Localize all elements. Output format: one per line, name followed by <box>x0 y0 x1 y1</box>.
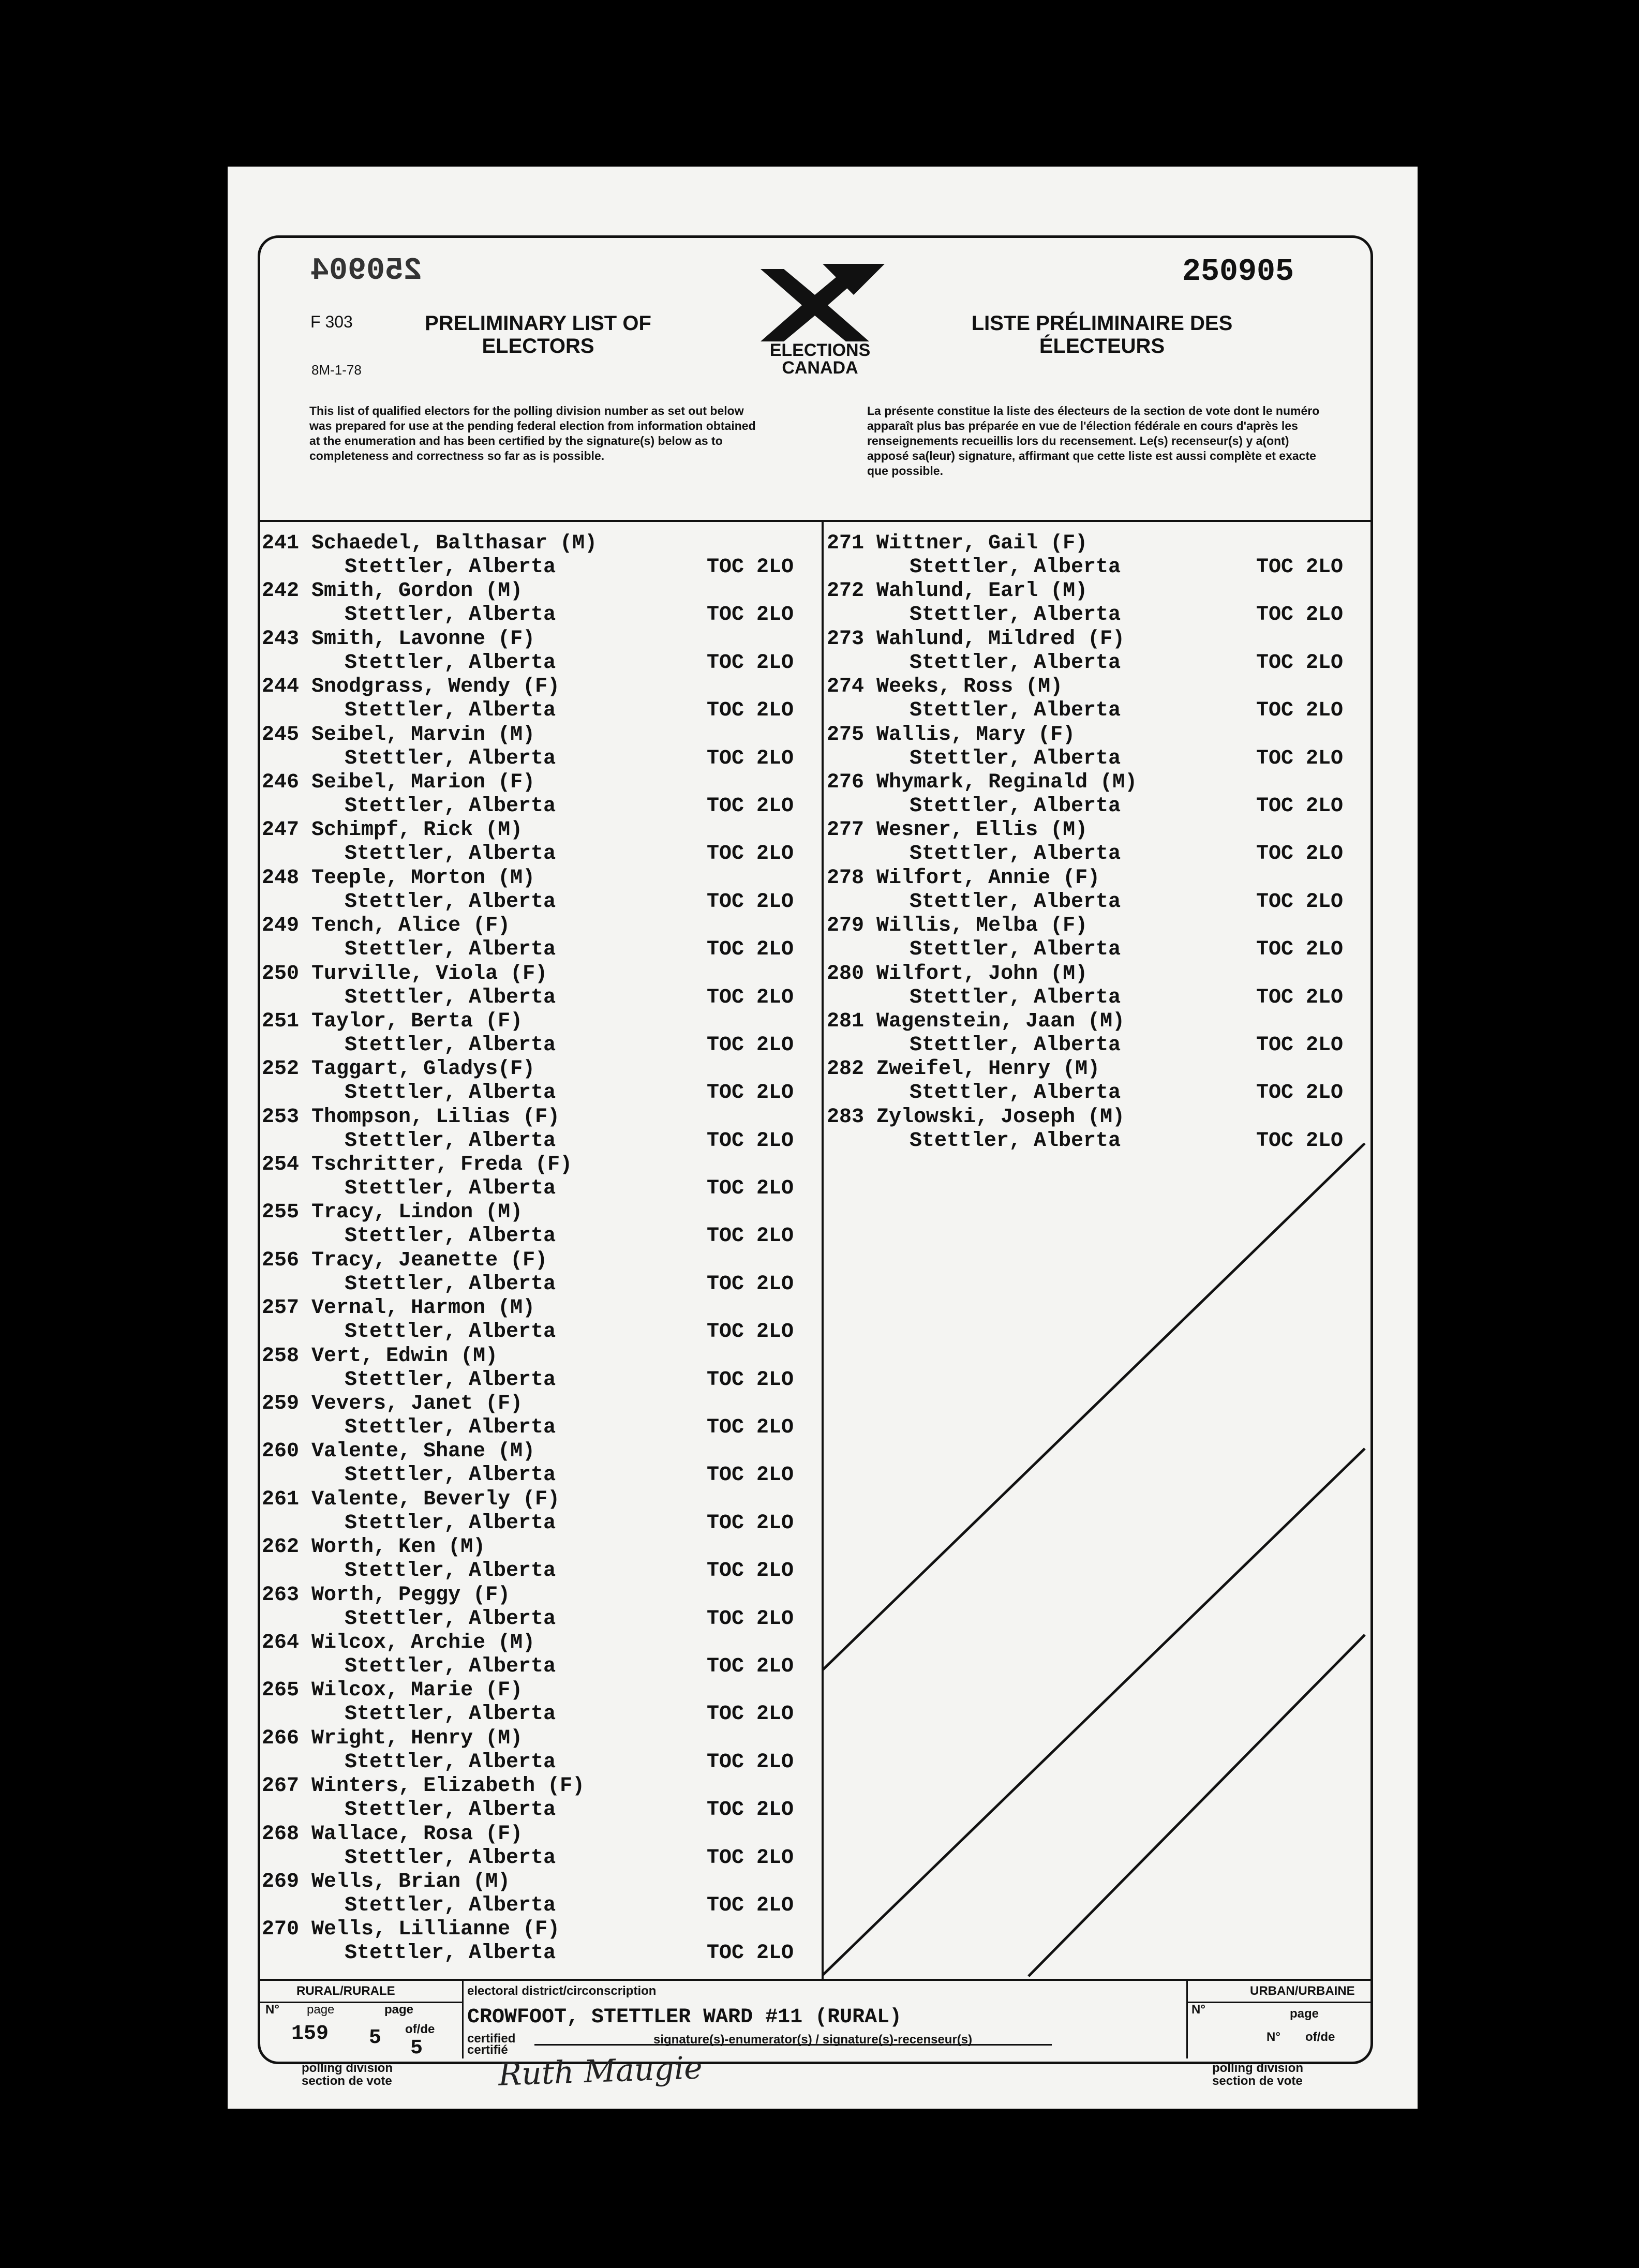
elector-name-line <box>262 1727 523 1751</box>
elector-entry <box>262 1345 821 1392</box>
elector-name-line <box>262 1201 523 1225</box>
elector-number: 247 <box>262 818 300 842</box>
rural-page-label-a: page <box>307 2003 335 2017</box>
mirrored-number: 250904 <box>310 253 423 289</box>
elector-name-line <box>262 867 535 890</box>
elector-name: Vernal, Harmon (M) <box>311 1296 535 1320</box>
elector-number: 266 <box>262 1726 300 1750</box>
elector-name-line <box>262 1870 510 1894</box>
elector-name: Snodgrass, Wendy (F) <box>311 675 560 699</box>
elector-name: Valente, Beverly (F) <box>311 1487 560 1511</box>
elector-number: 245 <box>262 723 300 747</box>
elector-entry <box>827 532 1370 579</box>
elector-number: 270 <box>262 1918 300 1942</box>
elector-postal-code: TOC 2LO <box>707 1798 794 1822</box>
urban-no-label-2: N° <box>1267 2030 1280 2044</box>
elector-entry <box>827 771 1370 818</box>
elector-name: Wright, Henry (M) <box>311 1726 523 1750</box>
elector-entry <box>262 818 821 866</box>
elector-address: Stettler, Alberta <box>910 1129 1121 1153</box>
elector-name: Vevers, Janet (F) <box>311 1392 523 1416</box>
elector-name-line <box>827 771 1137 795</box>
certified-label-en: certified <box>467 2032 516 2046</box>
elector-number: 283 <box>827 1105 865 1129</box>
elector-name-line <box>262 1345 498 1368</box>
elector-number: 242 <box>262 579 300 603</box>
elector-entry <box>262 723 821 771</box>
elector-name: Wilcox, Marie (F) <box>311 1679 523 1703</box>
elector-name: Winters, Elizabeth (F) <box>311 1774 585 1798</box>
elector-address: Stettler, Alberta <box>910 747 1121 770</box>
urban-header <box>1188 1981 1370 2003</box>
elector-address: Stettler, Alberta <box>910 842 1121 866</box>
polling-division-label-fr: section de vote <box>302 2074 392 2088</box>
elector-number: 263 <box>262 1583 300 1607</box>
urban-of-label: of/de <box>1305 2030 1335 2044</box>
elector-name-line <box>262 675 560 699</box>
rural-no-label: N° <box>265 2003 279 2017</box>
elector-name: Smith, Lavonne (F) <box>311 627 535 651</box>
elector-name-line <box>262 579 523 603</box>
elector-name: Willis, Melba (F) <box>876 914 1088 938</box>
elector-entry <box>262 1631 821 1679</box>
elector-name: Zylowski, Joseph (M) <box>876 1105 1125 1129</box>
elector-address: Stettler, Alberta <box>345 890 556 914</box>
elector-postal-code: TOC 2LO <box>707 1081 794 1105</box>
elector-number: 279 <box>827 914 865 938</box>
elector-address: Stettler, Alberta <box>345 1846 556 1870</box>
elector-name: Weeks, Ross (M) <box>876 675 1063 699</box>
elector-postal-code: TOC 2LO <box>707 747 794 770</box>
elector-number: 271 <box>827 532 865 555</box>
title-french: LISTE PRÉLIMINAIRE DES ÉLECTEURS <box>971 312 1233 357</box>
elector-number: 277 <box>827 818 865 842</box>
elector-postal-code: TOC 2LO <box>707 1272 794 1296</box>
elector-entry <box>262 532 821 579</box>
urban-polling-label-en: polling division <box>1212 2061 1303 2075</box>
elector-number: 268 <box>262 1822 300 1846</box>
elector-postal-code: TOC 2LO <box>707 603 794 627</box>
elector-number: 273 <box>827 627 865 651</box>
elector-postal-code: TOC 2LO <box>707 556 794 579</box>
elector-name: Seibel, Marvin (M) <box>311 723 535 747</box>
elector-entry <box>262 1201 821 1248</box>
elector-name-line <box>262 1440 535 1464</box>
elector-name: Worth, Peggy (F) <box>311 1583 511 1607</box>
elector-entry <box>262 771 821 818</box>
form-date: 8M-1-78 <box>311 362 362 378</box>
elector-postal-code: TOC 2LO <box>707 1320 794 1344</box>
elector-address: Stettler, Alberta <box>345 1511 556 1535</box>
elector-address: Stettler, Alberta <box>345 1654 556 1678</box>
elector-postal-code: TOC 2LO <box>707 794 794 818</box>
elector-postal-code: TOC 2LO <box>1256 890 1344 914</box>
urban-label: URBAN/URBAINE <box>1250 1984 1355 1998</box>
elector-number: 281 <box>827 1009 865 1033</box>
elector-name-line <box>262 532 597 556</box>
elector-entry <box>827 914 1370 962</box>
elector-address: Stettler, Alberta <box>345 603 556 627</box>
elector-entry <box>262 1440 821 1487</box>
elector-postal-code: TOC 2LO <box>707 1416 794 1440</box>
elector-name-line <box>827 1057 1100 1081</box>
elector-address: Stettler, Alberta <box>345 794 556 818</box>
elector-address: Stettler, Alberta <box>345 986 556 1009</box>
elector-entry <box>827 962 1370 1010</box>
elector-entry <box>262 1392 821 1440</box>
elector-name: Tracy, Jeanette (F) <box>311 1248 548 1272</box>
elector-name: Tench, Alice (F) <box>311 914 511 938</box>
elector-number: 265 <box>262 1679 300 1703</box>
page-total: 5 <box>410 2037 423 2060</box>
elector-name: Wahlund, Mildred (F) <box>876 627 1125 651</box>
elector-name: Whymark, Reginald (M) <box>876 770 1138 794</box>
intro-english: This list of qualified electors for the polling division number as set out below was prepared for use at the pending federal election from information obtained at the enumeration and has been certified by the signature(s) below as to completeness and correctness so far as is possible. <box>309 404 756 462</box>
logo-text-line1: ELECTIONS <box>769 340 871 360</box>
elector-name-line <box>262 1010 523 1034</box>
elector-entry <box>262 1535 821 1583</box>
elector-number: 249 <box>262 914 300 938</box>
elector-address: Stettler, Alberta <box>345 556 556 579</box>
elector-postal-code: TOC 2LO <box>707 699 794 723</box>
elector-number: 258 <box>262 1344 300 1368</box>
elector-name-line <box>262 1249 547 1273</box>
elector-address: Stettler, Alberta <box>910 1033 1121 1057</box>
elector-entry <box>262 1918 821 1965</box>
elector-number: 250 <box>262 962 300 986</box>
elector-address: Stettler, Alberta <box>345 1177 556 1201</box>
elector-name-line <box>827 628 1125 651</box>
elector-address: Stettler, Alberta <box>345 1225 556 1248</box>
elector-postal-code: TOC 2LO <box>707 1846 794 1870</box>
page-number: 5 <box>369 2026 382 2050</box>
elector-address: Stettler, Alberta <box>910 794 1121 818</box>
rural-page-label: page <box>384 2003 414 2017</box>
footer <box>260 1981 1370 2093</box>
elector-entry <box>262 675 821 723</box>
elector-entry <box>262 1584 821 1631</box>
elector-name-line <box>827 867 1100 890</box>
elector-address: Stettler, Alberta <box>345 1703 556 1726</box>
elector-name-line <box>827 579 1087 603</box>
elector-address: Stettler, Alberta <box>345 699 556 723</box>
elector-postal-code: TOC 2LO <box>707 842 794 866</box>
elector-name: Taylor, Berta (F) <box>311 1009 523 1033</box>
elector-address: Stettler, Alberta <box>345 938 556 962</box>
elector-postal-code: TOC 2LO <box>707 1464 794 1487</box>
elector-name: Smith, Gordon (M) <box>311 579 523 603</box>
elector-name-line <box>262 914 510 938</box>
elector-entry <box>262 1679 821 1726</box>
elector-postal-code: TOC 2LO <box>1256 986 1344 1009</box>
elector-postal-code: TOC 2LO <box>707 1703 794 1726</box>
elector-entry <box>262 914 821 962</box>
elector-name: Teeple, Morton (M) <box>311 866 535 890</box>
elector-address: Stettler, Alberta <box>910 556 1121 579</box>
logo-mark-icon <box>745 264 885 341</box>
elector-postal-code: TOC 2LO <box>1256 1081 1344 1105</box>
elector-name-line <box>827 723 1075 747</box>
elector-name: Wesner, Ellis (M) <box>876 818 1088 842</box>
elector-number: 259 <box>262 1392 300 1416</box>
elector-address: Stettler, Alberta <box>910 603 1121 627</box>
elector-name-line <box>262 771 535 795</box>
elector-name: Zweifel, Henry (M) <box>876 1057 1100 1081</box>
elector-entry <box>262 579 821 627</box>
elector-postal-code: TOC 2LO <box>707 938 794 962</box>
elector-number: 254 <box>262 1153 300 1177</box>
elector-name-line <box>262 1823 523 1846</box>
elector-address: Stettler, Alberta <box>910 699 1121 723</box>
district-label: electoral district/circonscription <box>467 1984 657 1998</box>
elector-postal-code: TOC 2LO <box>707 1893 794 1917</box>
elector-entry <box>262 1823 821 1870</box>
elector-postal-code: TOC 2LO <box>1256 603 1344 627</box>
elector-name: Wells, Brian (M) <box>311 1870 511 1893</box>
elector-address: Stettler, Alberta <box>345 1033 556 1057</box>
elector-name: Taggart, Gladys(F) <box>311 1057 535 1081</box>
elector-postal-code: TOC 2LO <box>707 1654 794 1678</box>
elector-entry <box>262 1727 821 1774</box>
elector-number: 244 <box>262 675 300 699</box>
elector-entry <box>262 1870 821 1918</box>
elector-name-line <box>827 962 1087 986</box>
elector-postal-code: TOC 2LO <box>707 1225 794 1248</box>
elector-number: 260 <box>262 1440 300 1464</box>
elector-number: 269 <box>262 1870 300 1893</box>
elector-address: Stettler, Alberta <box>345 1607 556 1631</box>
elector-entry <box>262 867 821 914</box>
header-divider <box>260 520 1370 522</box>
elector-entry <box>262 1488 821 1535</box>
elector-name: Wells, Lillianne (F) <box>311 1918 560 1942</box>
elector-address: Stettler, Alberta <box>345 651 556 675</box>
elector-number: 272 <box>827 579 865 603</box>
elector-number: 282 <box>827 1057 865 1081</box>
elector-entry <box>827 1010 1370 1057</box>
elector-postal-code: TOC 2LO <box>707 1033 794 1057</box>
elector-postal-code: TOC 2LO <box>707 651 794 675</box>
elector-address: Stettler, Alberta <box>345 1129 556 1153</box>
intro-french: La présente constitue la liste des électeurs de la section de vote dont le numéro apparaît plus bas préparée en vue de l'élection fédérale en cours d'après les renseignements recueillis lors du recensement. Le(s) recenseur(s) y a(ont) apposé sa(leur) signature, affirmant que cette liste est aussi complète et exacte que possible. <box>867 404 1320 478</box>
elector-number: 257 <box>262 1296 300 1320</box>
elector-number: 255 <box>262 1201 300 1225</box>
elector-name: Wagenstein, Jaan (M) <box>876 1009 1125 1033</box>
elector-postal-code: TOC 2LO <box>707 1750 794 1774</box>
rural-of-label: of/de <box>405 2022 435 2036</box>
elector-name: Wallis, Mary (F) <box>876 723 1076 747</box>
elector-entry <box>262 1153 821 1201</box>
elector-address: Stettler, Alberta <box>910 651 1121 675</box>
elector-address: Stettler, Alberta <box>345 747 556 770</box>
rural-label: RURAL/RURALE <box>296 1984 395 1998</box>
elector-number: 278 <box>827 866 865 890</box>
elections-canada-logo <box>745 264 885 383</box>
elector-entry <box>262 1057 821 1105</box>
elector-number: 276 <box>827 770 865 794</box>
elector-entry <box>262 1774 821 1822</box>
elector-number: 251 <box>262 1009 300 1033</box>
elector-number: 252 <box>262 1057 300 1081</box>
elector-postal-code: TOC 2LO <box>707 1607 794 1631</box>
elector-address: Stettler, Alberta <box>345 1320 556 1344</box>
elector-name-line <box>262 1057 535 1081</box>
elector-entry <box>827 628 1370 675</box>
elector-address: Stettler, Alberta <box>345 1272 556 1296</box>
logo-text-line2: CANADA <box>782 358 858 378</box>
elector-address: Stettler, Alberta <box>345 1368 556 1392</box>
elector-postal-code: TOC 2LO <box>707 986 794 1009</box>
elector-number: 261 <box>262 1487 300 1511</box>
elector-postal-code: TOC 2LO <box>1256 747 1344 770</box>
elector-number: 253 <box>262 1105 300 1129</box>
elector-entry <box>827 675 1370 723</box>
elector-postal-code: TOC 2LO <box>707 1177 794 1201</box>
elector-name-line <box>827 532 1087 556</box>
elector-address: Stettler, Alberta <box>345 842 556 866</box>
elector-number: 275 <box>827 723 865 747</box>
elector-name: Turville, Viola (F) <box>311 962 548 986</box>
form-number: 250905 <box>1182 255 1294 290</box>
elector-name-line <box>262 1296 535 1320</box>
elector-name: Thompson, Lilias (F) <box>311 1105 560 1129</box>
elector-postal-code: TOC 2LO <box>707 1942 794 1965</box>
elector-number: 274 <box>827 675 865 699</box>
elector-entry <box>827 818 1370 866</box>
elector-postal-code: TOC 2LO <box>707 1368 794 1392</box>
elector-entry <box>262 1106 821 1153</box>
elector-number: 246 <box>262 770 300 794</box>
elector-number: 262 <box>262 1535 300 1559</box>
elector-address: Stettler, Alberta <box>910 890 1121 914</box>
elector-entry <box>827 1057 1370 1105</box>
elector-address: Stettler, Alberta <box>910 986 1121 1009</box>
elector-entry <box>262 1296 821 1344</box>
elector-name: Wilfort, Annie (F) <box>876 866 1100 890</box>
elector-name-line <box>827 914 1087 938</box>
elector-name-line <box>262 1535 485 1559</box>
signature-label: signature(s)-enumerator(s) / signature(s)-recenseur(s) <box>653 2033 973 2047</box>
elector-name-line <box>827 818 1087 842</box>
elector-number: 264 <box>262 1631 300 1654</box>
elector-name-line <box>262 818 523 842</box>
elector-number: 241 <box>262 532 300 555</box>
elector-entry <box>827 579 1370 627</box>
elector-name-line <box>827 1010 1125 1034</box>
rural-header <box>260 1981 464 2003</box>
urban-polling-label-fr: section de vote <box>1212 2074 1303 2088</box>
elector-entry <box>827 723 1370 771</box>
polling-division-label-en: polling division <box>302 2061 393 2075</box>
elector-name-line <box>262 1106 560 1129</box>
elector-list-right <box>827 532 1370 1153</box>
elector-name-line <box>262 1679 523 1703</box>
elector-name-line <box>262 1631 535 1655</box>
title-english: PRELIMINARY LIST OF ELECTORS <box>425 312 651 357</box>
elector-address: Stettler, Alberta <box>345 1750 556 1774</box>
elector-name-line <box>262 723 535 747</box>
enumerator-signature: Ruth Maugie <box>497 2050 703 2093</box>
elector-postal-code: TOC 2LO <box>1256 651 1344 675</box>
elector-postal-code: TOC 2LO <box>707 1129 794 1153</box>
cancellation-lines <box>822 1143 1370 1981</box>
elector-postal-code: TOC 2LO <box>1256 1129 1344 1153</box>
elector-name: Tracy, Lindon (M) <box>311 1201 523 1225</box>
elector-name-line <box>262 628 535 651</box>
elector-name-line <box>827 1106 1125 1129</box>
urban-page-label: page <box>1290 2007 1319 2021</box>
elector-address: Stettler, Alberta <box>910 1081 1121 1105</box>
elector-postal-code: TOC 2LO <box>1256 794 1344 818</box>
elector-address: Stettler, Alberta <box>345 1464 556 1487</box>
elector-name-line <box>262 1392 523 1416</box>
elector-name: Schimpf, Rick (M) <box>311 818 523 842</box>
elector-postal-code: TOC 2LO <box>1256 938 1344 962</box>
elector-address: Stettler, Alberta <box>910 938 1121 962</box>
elector-name: Wittner, Gail (F) <box>876 532 1088 555</box>
elector-address: Stettler, Alberta <box>345 1893 556 1917</box>
district-value: CROWFOOT, STETTLER WARD #11 (RURAL) <box>467 2006 902 2029</box>
elector-address: Stettler, Alberta <box>345 1798 556 1822</box>
elector-name: Tschritter, Freda (F) <box>311 1153 573 1177</box>
elector-entry <box>262 1249 821 1296</box>
elector-list-left <box>262 532 821 1966</box>
elector-name: Valente, Shane (M) <box>311 1440 535 1464</box>
elector-postal-code: TOC 2LO <box>1256 842 1344 866</box>
elector-number: 267 <box>262 1774 300 1798</box>
elector-postal-code: TOC 2LO <box>1256 1033 1344 1057</box>
elector-name-line <box>262 962 547 986</box>
elector-name: Wallace, Rosa (F) <box>311 1822 523 1846</box>
elector-entry <box>262 962 821 1010</box>
elector-name: Seibel, Marion (F) <box>311 770 535 794</box>
elector-name: Schaedel, Balthasar (M) <box>311 532 598 555</box>
elector-name-line <box>262 1153 572 1177</box>
elector-address: Stettler, Alberta <box>345 1942 556 1965</box>
elector-entry <box>262 628 821 675</box>
elector-name-line <box>827 675 1063 699</box>
elector-entry <box>262 1010 821 1057</box>
elector-number: 256 <box>262 1248 300 1272</box>
polling-division-number: 159 <box>291 2022 329 2046</box>
elector-number: 248 <box>262 866 300 890</box>
elector-postal-code: TOC 2LO <box>1256 699 1344 723</box>
urban-no-label: N° <box>1191 2003 1205 2017</box>
elector-entry <box>827 867 1370 914</box>
elector-name: Wahlund, Earl (M) <box>876 579 1088 603</box>
elector-address: Stettler, Alberta <box>345 1559 556 1583</box>
certified-label-fr: certifié <box>467 2043 508 2057</box>
elector-postal-code: TOC 2LO <box>1256 556 1344 579</box>
elector-name: Wilfort, John (M) <box>876 962 1088 986</box>
elector-name-line <box>262 1488 560 1512</box>
elector-postal-code: TOC 2LO <box>707 890 794 914</box>
elector-postal-code: TOC 2LO <box>707 1559 794 1583</box>
elector-postal-code: TOC 2LO <box>707 1511 794 1535</box>
form-code: F 303 <box>310 312 353 331</box>
elector-name: Worth, Ken (M) <box>311 1535 486 1559</box>
elector-number: 243 <box>262 627 300 651</box>
elector-name-line <box>262 1584 510 1607</box>
elector-name: Wilcox, Archie (M) <box>311 1631 535 1654</box>
elector-name-line <box>262 1774 585 1798</box>
elector-address: Stettler, Alberta <box>345 1081 556 1105</box>
elector-number: 280 <box>827 962 865 986</box>
elector-address: Stettler, Alberta <box>345 1416 556 1440</box>
elector-name: Vert, Edwin (M) <box>311 1344 498 1368</box>
elector-name-line <box>262 1918 560 1942</box>
